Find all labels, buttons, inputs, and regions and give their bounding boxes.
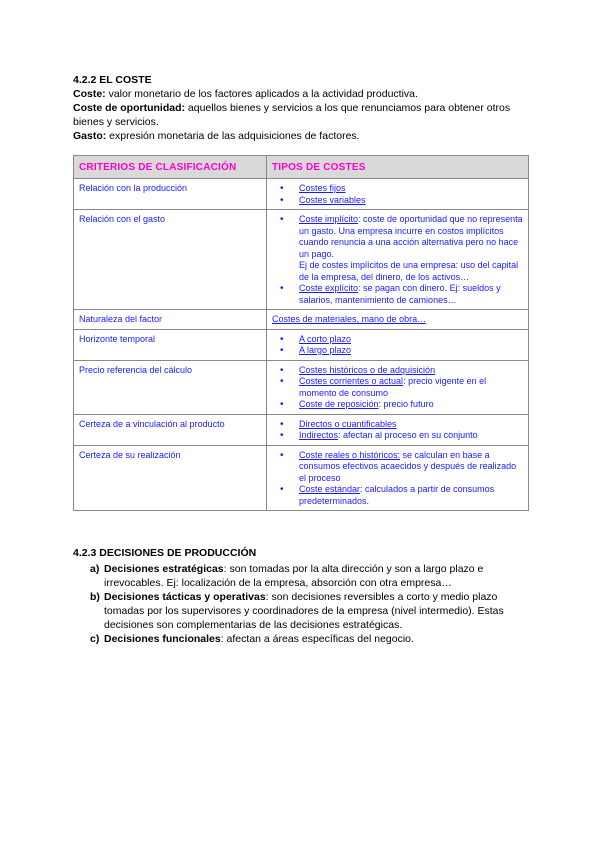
criterion-cell: Certeza de su realización [74, 445, 267, 511]
list-item: • Coste reales o históricos: se calculan en base a consumos efectivos acaecidos y después de realizado el proceso [299, 450, 523, 485]
header-criterios: CRITERIOS DE CLASIFICACIÓN [74, 156, 267, 179]
cost-link[interactable]: Coste implícito [299, 214, 359, 224]
criterion-cell: Relación con el gasto [74, 210, 267, 310]
list-item: • Costes corrientes o actual: precio vigente en el momento de consumo [299, 376, 523, 399]
types-cell [267, 445, 529, 511]
list-item [299, 183, 523, 195]
list-item: a) Decisiones estratégicas: son tomadas por la alta dirección y son a largo plazo e irrevocables. Ej: localización de la empresa, absorción con otra empresa… [90, 563, 484, 589]
list-item: • Coste de reposición: precio futuro [299, 399, 523, 411]
list-item: • Coste explícito: se pagan con dinero. Ej: sueldos y salarios, mantenimiento de camiones… [299, 283, 523, 306]
cost-link[interactable]: Coste explícito [299, 283, 359, 293]
criterion-cell: Relación con la producción [74, 179, 267, 210]
document-page [73, 74, 528, 646]
types-cell [267, 414, 529, 445]
table-row [74, 329, 529, 360]
definition-gasto: Gasto: expresión monetaria de las adquisiciones de factores. [73, 130, 360, 142]
cost-link[interactable]: Indirectos [299, 430, 339, 440]
criterion-cell: Naturaleza del factor [74, 310, 267, 330]
types-cell [267, 310, 529, 330]
types-cell [267, 210, 529, 310]
list-item [299, 365, 523, 377]
criterion-cell: Horizonte temporal [74, 329, 267, 360]
list-item [299, 195, 523, 207]
list-item [299, 345, 523, 357]
table-row [74, 210, 529, 310]
table-row [74, 310, 529, 330]
list-item: • Coste estándar: calculados a partir de consumos predeterminados. [299, 484, 523, 507]
cost-link[interactable]: A corto plazo [299, 333, 352, 344]
types-cell [267, 179, 529, 210]
cost-link[interactable]: Costes de materiales, mano de obra… [272, 314, 427, 324]
cost-link[interactable]: Coste de reposición [299, 399, 379, 409]
section-heading-decisiones: 4.2.3 DECISIONES DE PRODUCCIÓN [73, 547, 257, 559]
criterion-cell: Precio referencia del cálculo [74, 360, 267, 414]
list-item: c) Decisiones funcionales: afectan a áreas específicas del negocio. [90, 633, 414, 645]
list-item [299, 334, 523, 346]
definition-coste: Coste: valor monetario de los factores aplicados a la actividad productiva. [73, 88, 418, 100]
cost-link[interactable]: Costes históricos o de adquisición [299, 364, 436, 375]
cost-link[interactable]: Coste estándar [299, 484, 361, 494]
list-item [299, 419, 523, 431]
cost-classification-table [73, 155, 529, 511]
cost-link[interactable]: Costes variables [299, 194, 366, 205]
types-cell [267, 360, 529, 414]
types-cell [267, 329, 529, 360]
decisions-list [73, 562, 528, 646]
table-row [74, 445, 529, 511]
table-header-row [74, 156, 529, 179]
header-tipos: TIPOS DE COSTES [267, 156, 529, 179]
section-heading-coste: 4.2.2 EL COSTE [73, 74, 152, 86]
cost-link[interactable]: A largo plazo [299, 345, 352, 355]
list-item: • Indirectos: afectan al proceso en su conjunto [299, 430, 523, 442]
cost-link[interactable]: Coste reales o históricos: [299, 449, 401, 460]
table-row [74, 360, 529, 414]
list-item: • Coste implícito: coste de oportunidad que no representa un gasto. Una empresa incurre en costos implícitos cuando renuncia a una acción alternativa pero no hace un pago. Ej de costes implícitos de una empresa: uso del capital de la empresa, del dinero, de los activos… [299, 214, 523, 283]
cost-link[interactable]: Costes corrientes o actual [299, 376, 404, 386]
criterion-cell: Certeza de a vinculación al producto [74, 414, 267, 445]
cost-link[interactable]: Directos o cuantificables [299, 418, 397, 429]
definition-coste-oportunidad: Coste de oportunidad: aquellos bienes y servicios a los que renunciamos para obtener otros bienes y servicios. [73, 102, 511, 128]
cost-link[interactable]: Costes fijos [299, 183, 346, 193]
table-row [74, 414, 529, 445]
table-row [74, 179, 529, 210]
list-item: b) Decisiones tácticas y operativas: son decisiones reversibles a corto y medio plazo tomadas por los supervisores y coordinadores de la empresa (nivel intermedio). Estas decisiones son complementarias de las decisiones estratégicas. [90, 591, 504, 631]
